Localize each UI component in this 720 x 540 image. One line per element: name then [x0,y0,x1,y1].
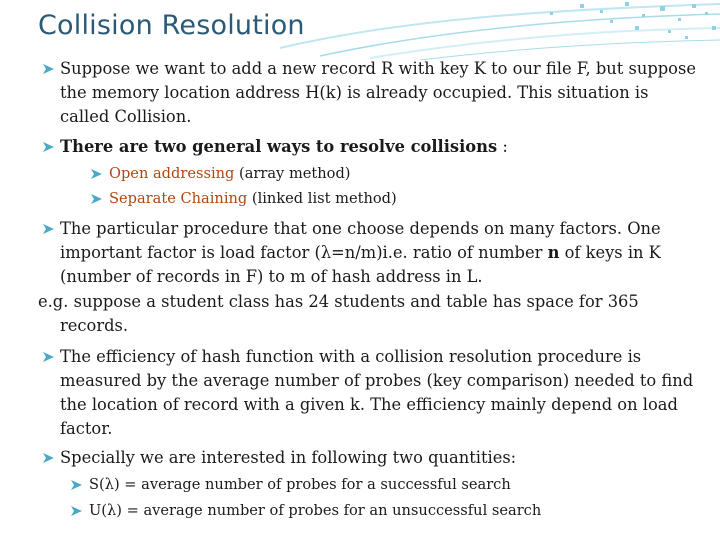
example-paragraph: e.g. suppose a student class has 24 students and table has space for 365 records. [38,292,639,335]
bullet-icon [90,193,103,205]
bullet-icon [42,452,55,464]
subbullet-open-addressing: Open addressing (array method) [90,162,709,186]
bullet-icon [90,168,103,180]
bullet-two-ways: There are two general ways to resolve collisions : [42,135,700,159]
header-decoration [280,0,720,60]
bullet-icon [42,223,55,235]
slide-title: Collision Resolution [38,10,305,41]
bullet-icon [70,479,83,491]
subbullet-separate-chaining: Separate Chaining (linked list method) [90,187,709,211]
subbullet-unsuccessful-search: U(λ) = average number of probes for an unsuccessful search [70,499,689,523]
subbullet-successful-search: S(λ) = average number of probes for a successful search [70,473,689,497]
bullet-icon [42,63,55,75]
bullet-icon [42,351,55,363]
bullet-efficiency: The efficiency of hash function with a collision resolution procedure is measured by the average number of probes (key comparison) needed to find the location of record with a given k. The efficiency mainly depend on load factor. [42,345,700,441]
bullet-quantities: Specially we are interested in following two quantities: [42,446,700,470]
bullet-icon [70,505,83,517]
bullet-collision-definition: Suppose we want to add a new record R with key K to our file F, but suppose the memory location address H(k) is already occupied. This situation is called Collision. [42,57,700,129]
bullet-load-factor: The particular procedure that one choose depends on many factors. One important factor is load factor (λ=n/m)i.e. ratio of number n of keys in K (number of records in F) to m of hash address in L. [42,217,700,289]
bullet-icon [42,141,55,153]
